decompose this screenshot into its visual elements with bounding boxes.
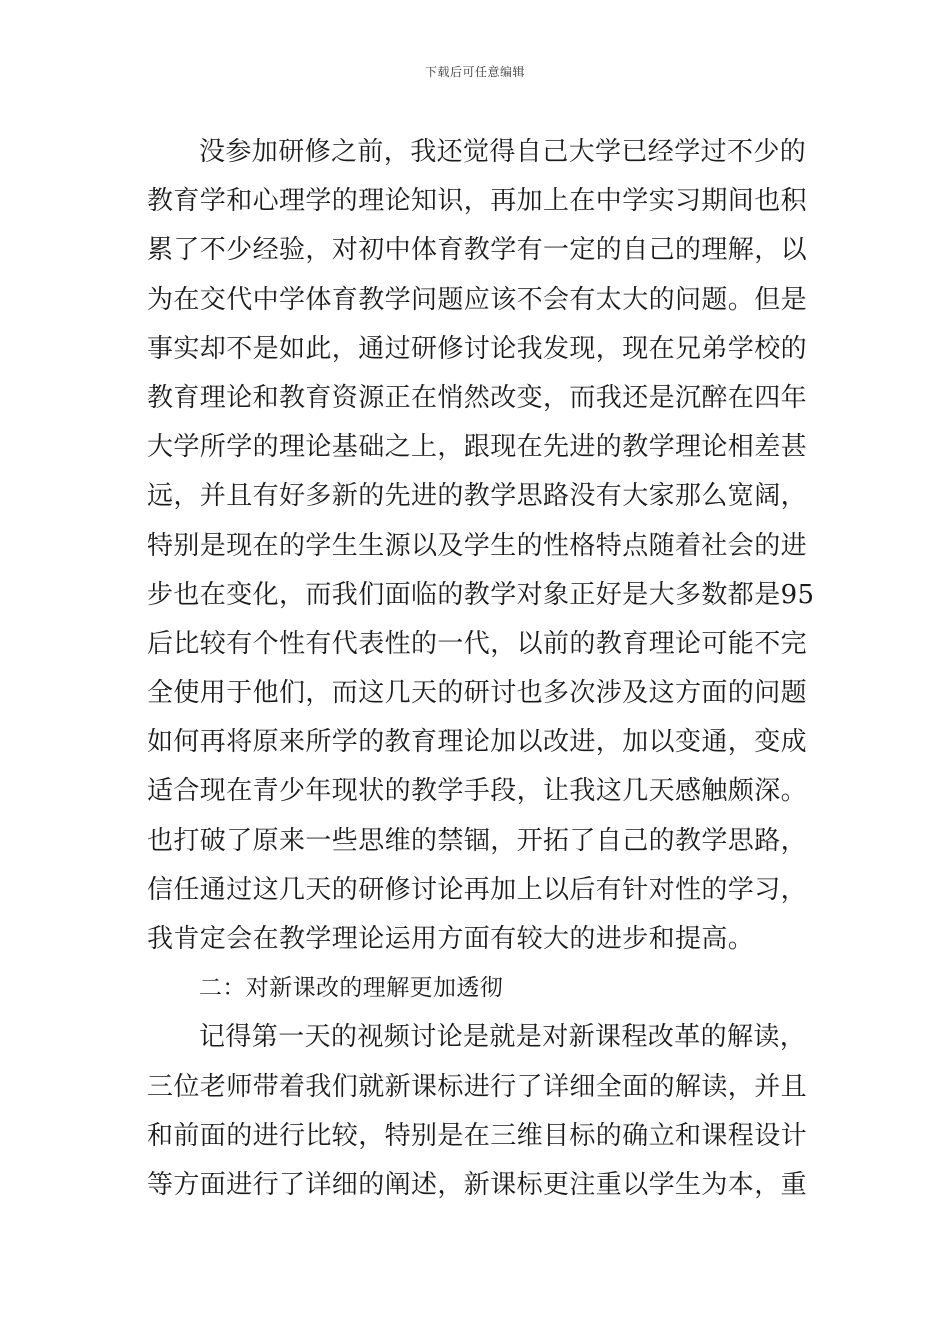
paragraph-1-line-9: 特别是现在的学生生源以及学生的性格特点随着社会的进 [147, 530, 808, 561]
paragraph-1-line-10: 步也在变化，而我们面临的教学对象正好是大多数都是95 [147, 579, 815, 610]
paragraph-1-line-7: 大学所学的理论基础之上，跟现在先进的教学理论相差甚 [147, 432, 808, 463]
paragraph-2-line-2: 三位老师带着我们就新课标进行了详细全面的解读，并且 [147, 1071, 808, 1102]
paragraph-1-line-6: 教育理论和教育资源正在悄然改变，而我还是沉醉在四年 [147, 382, 808, 413]
paragraph-1-line-1: 没参加研修之前，我还觉得自己大学已经学过不少的 [199, 137, 807, 167]
paragraph-1-line-13: 如何再将原来所学的教育理论加以改进，加以变通，变成 [147, 727, 808, 758]
paragraph-1-line-17: 我肯定会在教学理论运用方面有较大的进步和提高。 [147, 924, 755, 954]
paragraph-2-line-1: 记得第一天的视频讨论是就是对新课程改革的解读， [199, 1022, 807, 1053]
paragraph-1-line-4: 为在交代中学体育教学问题应该不会有太大的问题。但是 [147, 284, 808, 315]
paragraph-1-line-15: 也打破了原来一些思维的禁锢，开拓了自己的教学思路， [147, 825, 808, 856]
paragraph-1-line-5: 事实却不是如此，通过研修讨论我发现，现在兄弟学校的 [147, 333, 808, 364]
body-text [147, 128, 815, 1210]
page-header: 下载后可任意编辑 [424, 65, 525, 79]
paragraph-2-line-3: 和前面的进行比较，特别是在三维目标的确立和课程设计 [147, 1120, 808, 1151]
paragraph-1-line-3: 累了不少经验，对初中体育教学有一定的自己的理解，以 [147, 235, 808, 266]
paragraph-1-line-14: 适合现在青少年现状的教学手段，让我这几天感触颇深。 [147, 776, 808, 807]
paragraph-1-line-2: 教育学和心理学的理论知识，再加上在中学实习期间也积 [147, 186, 808, 217]
paragraph-2-line-4: 等方面进行了详细的阐述，新课标更注重以学生为本，重 [147, 1169, 808, 1200]
paragraph-1-line-12: 全使用于他们，而这几天的研讨也多次涉及这方面的问题 [147, 678, 808, 709]
paragraph-1-line-8: 远，并且有好多新的先进的教学思路没有大家那么宽阔， [147, 481, 808, 512]
paragraph-1-line-16: 信任通过这几天的研修讨论再加上以后有针对性的学习， [147, 874, 808, 905]
paragraph-1-line-11: 后比较有个性有代表性的一代，以前的教育理论可能不完 [147, 628, 808, 659]
section-heading: 二：对新课改的理解更加透彻 [199, 975, 504, 1002]
